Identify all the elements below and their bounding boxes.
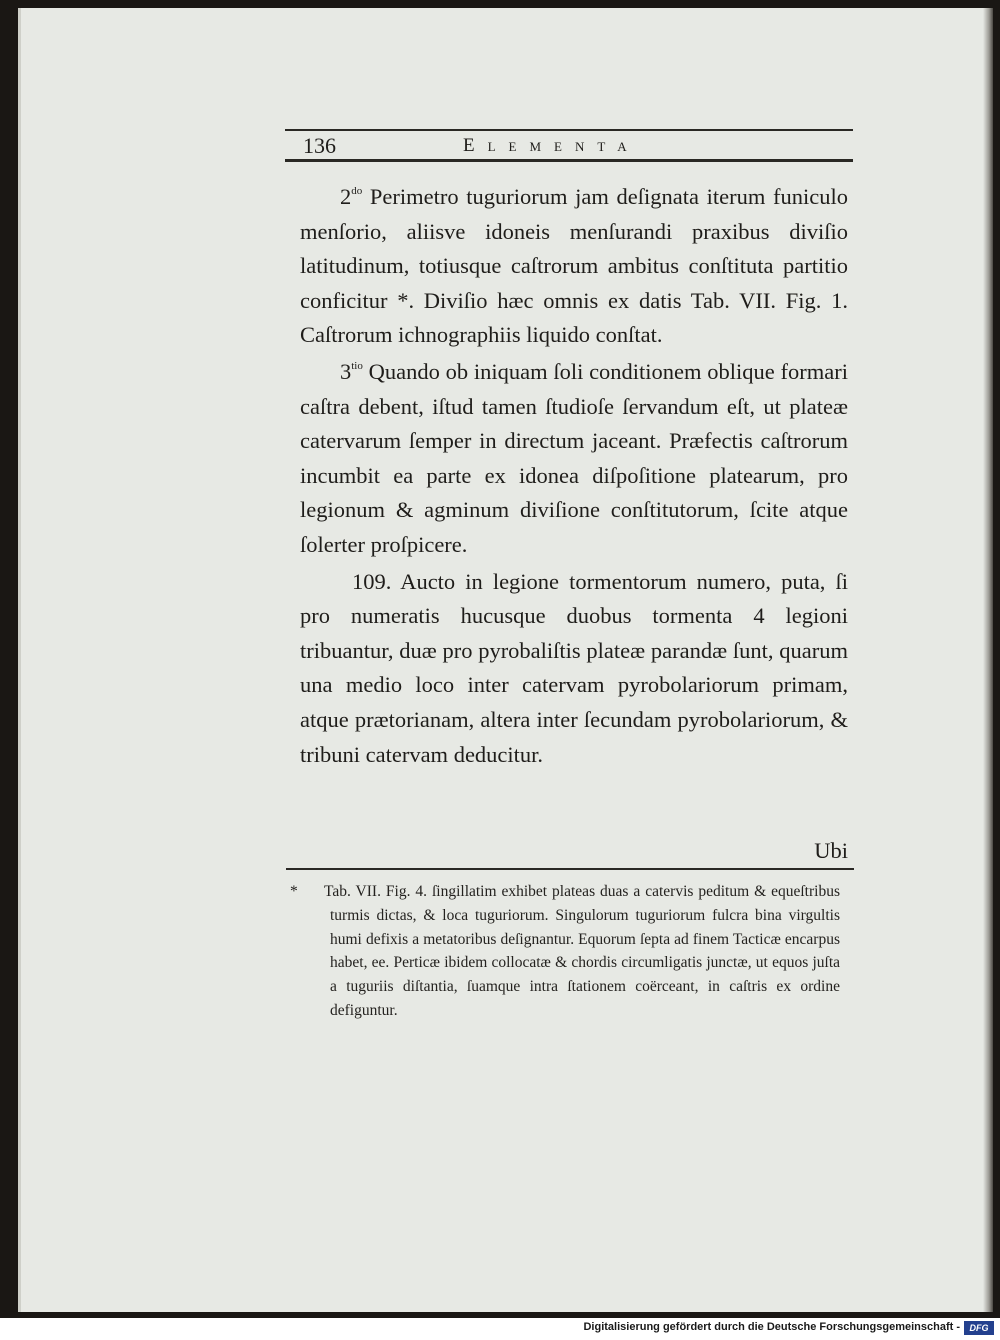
paragraph-ordinal: 3: [340, 358, 352, 384]
paragraph-ordinal: 2: [340, 184, 352, 209]
dfg-logo: DFG: [964, 1321, 994, 1335]
running-header: [285, 123, 853, 163]
footnote-text: Tab. VII. Fig. 4. ſingillatim exhibet plateas duas a catervis peditum & equeſtribus turmis dictas, & loca tuguriorum. Singulorum tuguriorum fulcra bina virgultis humi defixis a metatoribus deſignantur. Equorum ſepta ad finem Tacticæ encarpus habet, ee. Perticæ ibidem collocatæ & chordis circumligatis junctæ, ut equos juſta a tuguriis diſtantia, ſuamque intra ſtationem coërceant, in caſtris ex ordine defiguntur.: [324, 883, 840, 1019]
paragraph-text: Quando ob iniquam ſoli conditionem oblique formari caſtra debent, iſtud tamen ſtudioſe ſervandum eſt, ut plateæ catervarum ſemper in directum jaceant. Præfectis caſtrorum incumbit ea parte ex idonea diſpoſitione platearum, pro legionum & agminum diviſione conſtitutorum, ſcite atque ſolerter proſpicere.: [300, 358, 848, 557]
header-rule-bottom: [285, 159, 853, 162]
paragraph: [300, 180, 848, 353]
paragraph-text: Aucto in legione tormentorum numero, puta, ſi pro numeratis hucusque duobus tormenta 4 legioni tribuantur, duæ pro pyrobaliſtis plateæ parandæ ſunt, quarum una medio loco inter catervam pyrobolariorum primam, atque prætorianam, altera inter ſecundam pyrobolariorum, & tribuni catervam deducitur.: [300, 568, 848, 767]
paragraph: [300, 355, 848, 563]
paragraph-ordinal-suffix: tio: [351, 359, 363, 372]
section-paragraph: [300, 565, 848, 773]
footnote-rule: [286, 868, 854, 870]
digitization-footer: [0, 1318, 1000, 1340]
footnote-mark: *: [290, 883, 298, 900]
paragraph-ordinal-suffix: do: [351, 185, 363, 197]
header-rule-top: [285, 129, 853, 131]
body-text: [300, 180, 848, 772]
catchword: Ubi: [814, 838, 848, 863]
page-edge-shadow: [983, 8, 993, 1312]
page-number: 136: [303, 133, 336, 158]
funding-credit: Digitalisierung gefördert durch die Deutsche Forschungsgemeinschaft -: [583, 1321, 960, 1333]
running-title: Elementa: [463, 135, 640, 156]
footnote: [290, 880, 840, 1023]
paragraph-text: Perimetro tuguriorum jam deſignata iterum funiculo menſorio, aliisve idoneis menſurandi praxibus diviſio latitudinum, totiusque caſtrorum ambitus conſtituta partitio conficitur *. Diviſio hæc omnis ex datis Tab. VII. Fig. 1. Caſtrorum ichnographiis liquido conſtat.: [300, 184, 848, 348]
section-number: 109.: [352, 568, 392, 594]
